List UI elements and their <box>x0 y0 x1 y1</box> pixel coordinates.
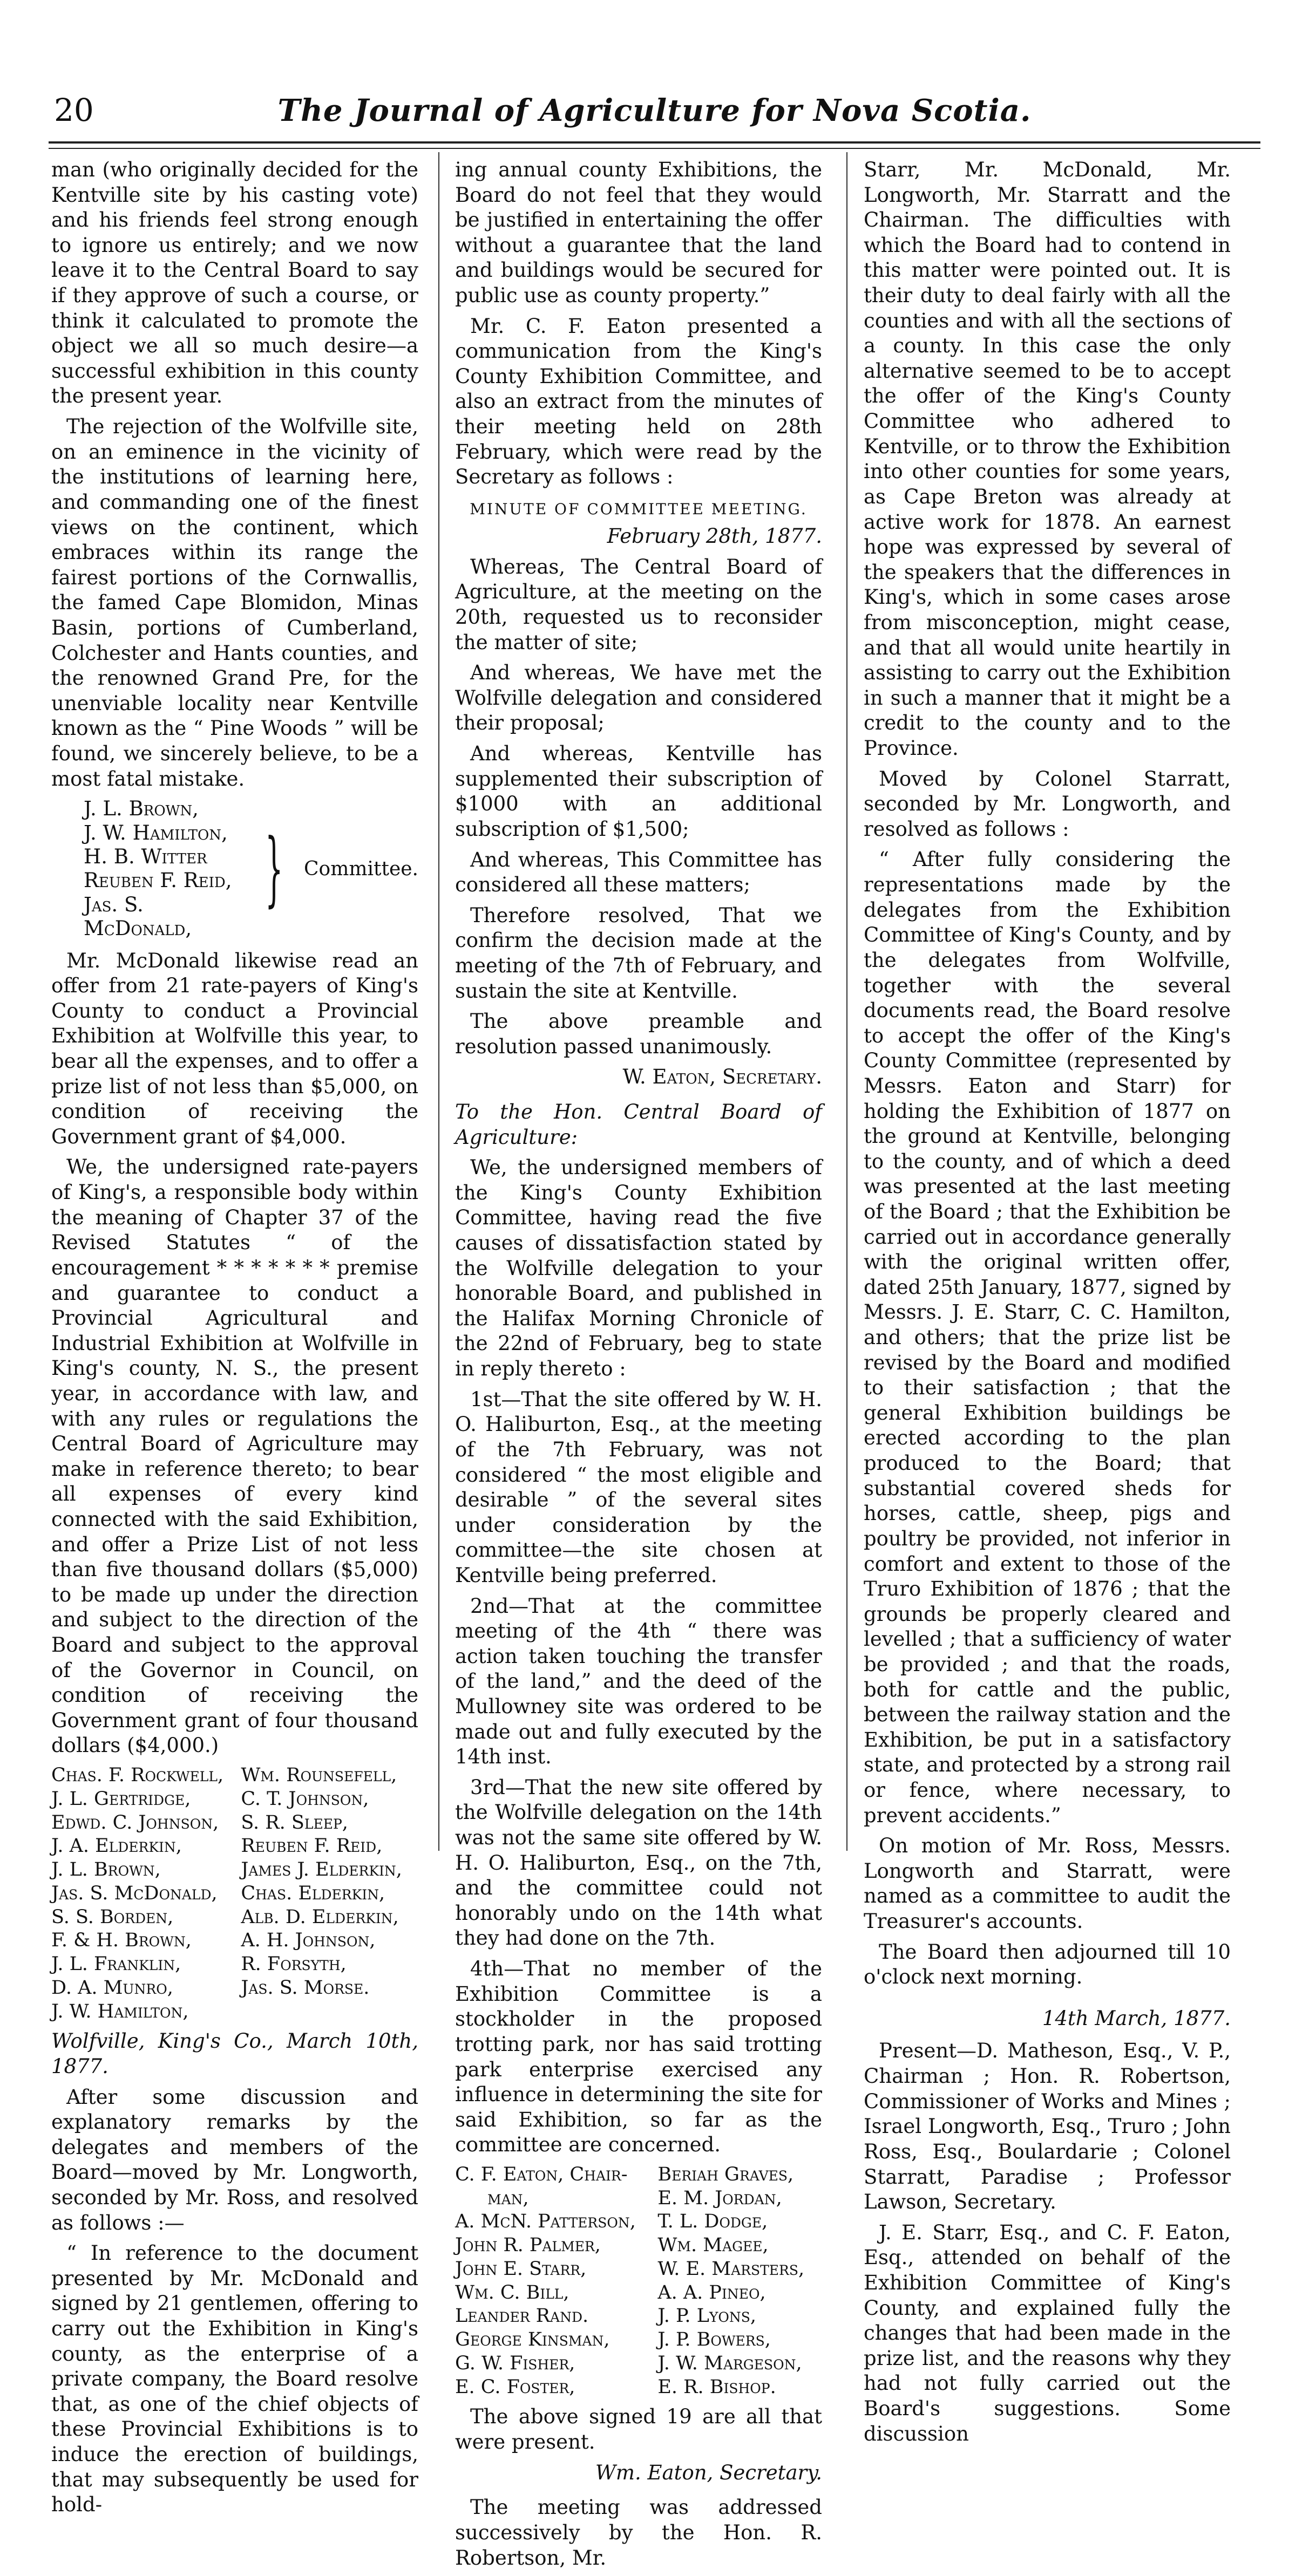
paragraph: 1st—That the site offered by W. H. O. Haliburton, Esq., at the meeting of the 7th February, was not considered “ the most eligible and desirable ” of the several sites under consideration by the committee—the site chosen at Kentville being preferred. <box>455 1387 822 1587</box>
name-cell: A. H. Johnson, <box>241 1930 376 1952</box>
name-cell: John R. Palmer, <box>455 2234 601 2257</box>
paragraph: After some discussion and explanatory remarks by the delegates and members of the Board—moved by Mr. Longworth, seconded by Mr. Ross, and resolved as follows :— <box>51 2085 418 2234</box>
column-divider-2 <box>846 152 847 1851</box>
name-cell: J. L. Brown, <box>51 1859 161 1881</box>
resolution-clause: And whereas, We have met the Wolfville delegation and considered their proposal; <box>455 661 822 735</box>
name-cell: A. A. Pineo, <box>657 2281 766 2304</box>
paragraph: “ In reference to the document presented by Mr. McDonald and signed by 21 gentlemen, offering to carry out the Exhibition in King's county, as the enterprise of a private company, the Board resolve that, as one of the chief objects of these Provincial Exhibitions is to induce the erection of buildings, that may subsequently be used for hold- <box>51 2241 418 2517</box>
signer-name: Jas. S. McDonald, <box>84 892 192 941</box>
name-cell: S. R. Sleep, <box>241 1811 348 1834</box>
name-row <box>51 1811 418 1835</box>
ratepayer-names <box>51 1764 418 2023</box>
name-cell: Leander Rand. <box>455 2305 589 2327</box>
paragraph: We, the undersigned rate-payers of King's, a responsible body within the meaning of Chapter 37 of the Revised Statutes “ of the encouragement * * * * * * * premise and guarantee to conduct a Provincial Agricultural and Industrial Exhibition at Wolfville in King's county, N. S., the present year, in accordance with law, and with any rules or regulations the Central Board of Agriculture may make in reference thereto; to bear all expenses of every kind connected with the said Exhibition, and offer a Prize List of not less than five thousand dollars ($5,000) to be made up under the direction and subject to the direction of the Board and subject to the approval of the Governor in Council, on condition of receiving the Government grant of four thousand dollars ($4,000.) <box>51 1155 418 1757</box>
name-row <box>455 2281 822 2305</box>
name-row <box>455 2352 822 2376</box>
name-row <box>51 2000 418 2024</box>
page-header <box>49 91 1260 134</box>
name-cell: C. F. Eaton, Chair- <box>455 2163 628 2185</box>
paragraph: We, the undersigned members of the King's County Exhibition Committee, having read the five causes of dissatisfaction stated by the Wolfville delegation to your honorable Board, and published in the Halifax Morning Chronicle of the 22nd of February, beg to state in reply thereto : <box>455 1156 822 1381</box>
name-cell: man, <box>487 2187 529 2209</box>
name-cell: Beriah Graves, <box>657 2163 794 2185</box>
name-cell: Reuben F. Reid, <box>241 1835 383 1857</box>
paragraph: man (who originally decided for the Kentville site by his casting vote) and his friends feel strong enough to ignore us entirely; and we now leave it to the Central Board to say if they approve of such a course, or think it calculated to promote the object we all so much desire—a successful exhibition in this county the present year. <box>51 158 418 408</box>
name-row <box>51 1906 418 1930</box>
committee-member-names <box>455 2163 822 2400</box>
signers-role: Committee. <box>304 857 418 880</box>
name-row <box>455 2210 822 2234</box>
name-cell <box>241 2000 418 2024</box>
header-rule-thin <box>49 148 1260 149</box>
address-line: To the Hon. Central Board of Agriculture: <box>455 1100 822 1149</box>
right-brace-icon: } <box>264 822 283 916</box>
name-cell: Chas. F. Rockwell, <box>51 1764 224 1787</box>
name-row <box>455 2234 822 2258</box>
name-cell: W. E. Marsters, <box>657 2258 805 2280</box>
name-cell: J. W. Margeson, <box>657 2352 802 2374</box>
name-cell: Jas. S. McDonald, <box>51 1882 218 1904</box>
name-cell: A. McN. Patterson, <box>455 2211 636 2233</box>
column-3 <box>864 158 1231 2452</box>
name-cell: E. R. Bishop. <box>657 2376 776 2398</box>
signer-name: Reuben F. Reid, <box>84 869 232 892</box>
resolution-clause: Whereas, The Central Board of Agriculture, at the meeting on the 20th, requested us to reconsider the matter of site; <box>455 555 822 654</box>
name-cell: J. W. Hamilton, <box>51 2000 189 2022</box>
name-row <box>455 2305 822 2328</box>
resolution-clause: Therefore resolved, That we confirm the decision made at the meeting of the 7th of February, and sustain the site at Kentville. <box>455 903 822 1003</box>
paragraph: The meeting was addressed successively by the Hon. R. Robertson, Mr. <box>455 2496 822 2570</box>
resolution-clause: The above preamble and resolution passed unanimously. <box>455 1010 822 1058</box>
name-row <box>51 1977 418 2000</box>
name-row <box>51 1764 418 1788</box>
paragraph: 4th—That no member of the Exhibition Committee is a stockholder in the proposed trotting park, nor has said trotting park enterprise exercised any influence in determining the site for said Exhibition, so far as the committee are concerned. <box>455 1957 822 2157</box>
name-cell: J. P. Bowers, <box>657 2329 771 2351</box>
committee-signatures <box>84 797 418 941</box>
paragraph: Starr, Mr. McDonald, Mr. Longworth, Mr. Starratt and the Chairman. The difficulties with which the Board had to contend in this matter were pointed out. It is their duty to deal fairly with all the counties and with all the sections of a county. In this case the only alternative seemed to be to accept the offer of the King's County Committee who adhered to Kentville, or to throw the Exhibition into other counties for some years, as Cape Breton was already at active work for 1878. An earnest hope was expressed by several of the speakers that the differences in King's, which in some cases arose from misconception, might cease, and that all would unite heartily in assisting to carry out the Exhibition in such a manner that it might be a credit to the county and to the Province. <box>864 158 1231 760</box>
name-row <box>455 2258 822 2281</box>
secretary-signature: W. Eaton, Secretary. <box>622 1065 822 1089</box>
name-cell: E. C. Foster, <box>455 2376 575 2398</box>
name-cell: G. W. Fisher, <box>455 2352 575 2374</box>
paragraph: Moved by Colonel Starratt, seconded by Mr. Longworth, and resolved as follows : <box>864 767 1231 841</box>
paragraph: Mr. McDonald likewise read an offer from 21 rate-payers of King's County to conduct a Provincial Exhibition at Wolfville this year, to bear all the expenses, and to offer a prize list of not less than $5,000, on condition of receiving the Government grant of $4,000. <box>51 949 418 1148</box>
secretary-signature: Wm. Eaton, Secretary. <box>595 2461 822 2484</box>
resolution-clause: And whereas, This Committee has considered all these matters; <box>455 848 822 897</box>
name-cell: F. & H. Brown, <box>51 1930 192 1952</box>
name-cell: Edwd. C. Johnson, <box>51 1811 219 1834</box>
paragraph: 3rd—That the new site offered by the Wolfville delegation on the 14th was not the same site offered by W. H. O. Haliburton, Esq., on the 7th, and the committee could not honorably undo on the 14th what they had done on the 7th. <box>455 1775 822 1950</box>
paragraph: On motion of Mr. Ross, Messrs. Longworth and Starratt, were named as a committee to audit the Treasurer's accounts. <box>864 1834 1231 1933</box>
signer-name: H. B. Witter <box>84 845 207 869</box>
minute-date: February 28th, 1877. <box>607 524 822 548</box>
name-row <box>51 1788 418 1811</box>
name-row <box>455 2376 822 2400</box>
place-date: Wolfville, King's Co., March 10th, 1877. <box>51 2029 418 2078</box>
paragraph: ing annual county Exhibitions, the Board do not feel that they would be justified in entertaining the offer without a guarantee that the land and buildings would be secured for public use as county property.” <box>455 158 822 308</box>
paragraph: The above signed 19 are all that were present. <box>455 2405 822 2454</box>
paragraph: The Board then adjourned till 10 o'clock next morning. <box>864 1940 1231 1989</box>
running-title: The Journal of Agriculture for Nova Scotia. <box>277 93 1032 128</box>
name-row <box>51 1858 418 1882</box>
name-row <box>51 1835 418 1858</box>
paragraph: Present—D. Matheson, Esq., V. P., Chairman ; Hon. R. Robertson, Commissioner of Works and Mines ; Israel Longworth, Esq., Truro ; John Ross, Esq., Boulardarie ; Colonel Starratt, Paradise ; Professor Lawson, Secretary. <box>864 2039 1231 2214</box>
name-cell: E. M. Jordan, <box>657 2187 782 2209</box>
name-cell: R. Forsyth, <box>241 1953 347 1975</box>
name-row <box>51 1929 418 1953</box>
signer-name: J. W. Hamilton, <box>84 821 228 844</box>
resolution-clause: And whereas, Kentville has supplemented their subscription of $1000 with an additional subscription of $1,500; <box>455 742 822 841</box>
name-cell: Jas. S. Morse. <box>241 1977 370 1999</box>
paragraph: 2nd—That at the committee meeting of the 4th “ there was action taken touching the transfer of the land,” and the deed of the Mullowney site was ordered to be made out and fully executed by the 14th inst. <box>455 1594 822 1769</box>
name-cell: John E. Starr, <box>455 2258 587 2280</box>
name-cell: C. T. Johnson, <box>241 1788 369 1810</box>
paragraph: Mr. C. F. Eaton presented a communication from the King's County Exhibition Committee, and also an extract from the minutes of their meeting held on 28th February, which were read by the Secretary as follows : <box>455 314 822 489</box>
signer-list <box>84 797 239 941</box>
name-cell: J. A. Elderkin, <box>51 1835 182 1857</box>
name-cell: James J. Elderkin, <box>241 1859 402 1881</box>
column-1 <box>51 158 418 2523</box>
name-cell: Wm. C. Bill, <box>455 2281 569 2304</box>
paragraph: J. E. Starr, Esq., and C. F. Eaton, Esq., attended on behalf of the Exhibition Committee of King's County, and explained fully the changes that had been made in the prize list, and the reasons why they had not fully carried out the Board's suggestions. Some discussion <box>864 2220 1231 2445</box>
name-cell: J. L. Franklin, <box>51 1953 181 1975</box>
page-number: 20 <box>54 92 94 128</box>
column-2 <box>455 158 822 2576</box>
name-row <box>455 2163 822 2187</box>
name-row <box>455 2187 822 2211</box>
name-cell: Wm. Rounsefell, <box>241 1764 397 1787</box>
column-divider-1 <box>438 152 439 1851</box>
header-rule-thick <box>49 141 1260 144</box>
name-cell: S. S. Borden, <box>51 1906 174 1928</box>
paragraph: The rejection of the Wolfville site, on an eminence in the vicinity of the institutions of learning here, and commanding one of the finest views on the continent, which embraces within its range the fairest portions of the Cornwallis, the famed Cape Blomidon, Minas Basin, portions of Cumberland, Colchester and Hants counties, and the renowned Grand Pre, for the unenviable locality near Kentville known as the “ Pine Woods ” will be found, we sincerely believe, to be a most fatal mistake. <box>51 415 418 790</box>
name-row <box>51 1953 418 1977</box>
name-row <box>51 1882 418 1906</box>
signer-name: J. L. Brown, <box>84 797 199 821</box>
name-cell: Chas. Elderkin, <box>241 1882 385 1904</box>
name-cell: George Kinsman, <box>455 2329 610 2351</box>
name-cell: T. L. Dodge, <box>657 2211 768 2233</box>
name-cell: D. A. Munro, <box>51 1977 173 1999</box>
name-cell: Alb. D. Elderkin, <box>241 1906 399 1928</box>
name-cell: Wm. Magee, <box>657 2234 769 2257</box>
paragraph: “ After fully considering the representations made by the delegates from the Exhibition Committee of King's County, and by the delegates from Wolfville, together with the several documents read, the Board resolve to accept the offer of the King's County Committee (represented by Messrs. Eaton and Starr) for holding the Exhibition of 1877 on the ground at Kentville, belonging to the county, and of which a deed was presented at the last meeting of the Board ; that the Exhibition be carried out in accordance generally with the original written offer, dated 25th January, 1877, signed by Messrs. J. E. Starr, C. C. Hamilton, and others; that the prize list be revised by the Board and modified to their satisfaction ; that the general Exhibition buildings be erected according to the plan produced to the Board; that substantial covered sheds for horses, cattle, sheep, pigs and poultry be provided, not inferior in comfort and extent to those of the Truro Exhibition of 1876 ; that the grounds be properly cleared and levelled ; that a sufficiency of water be provided ; and that the roads, both for cattle and the public, between the railway station and the Exhibition, be put in a satisfactory state, and protected by a strong rail or fence, where necessary, to prevent accidents.” <box>864 848 1231 1827</box>
name-cell: J. L. Gertridge, <box>51 1788 191 1810</box>
minute-heading: MINUTE OF COMMITTEE MEETING. <box>470 500 808 518</box>
name-row <box>455 2328 822 2352</box>
name-cell: J. P. Lyons, <box>657 2305 757 2327</box>
session-date: 14th March, 1877. <box>1042 2006 1231 2030</box>
